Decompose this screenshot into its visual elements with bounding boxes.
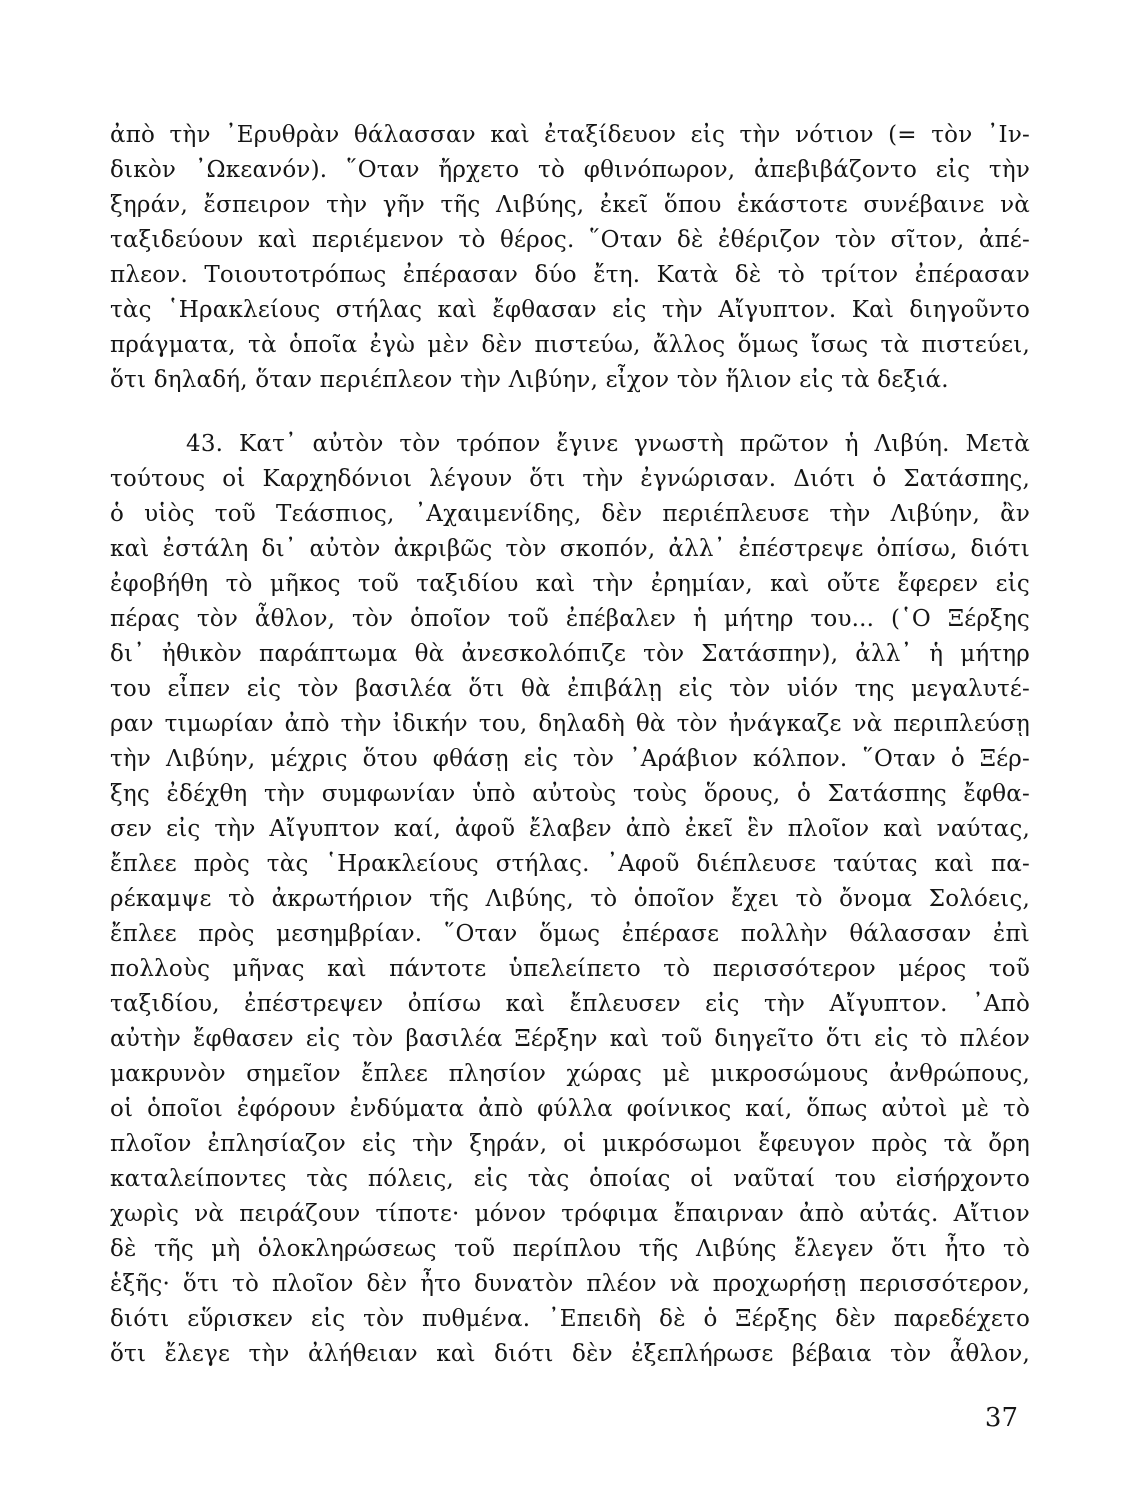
text-line: ὅτι ἔλεγε τὴν ἀλήθειαν καὶ διότι δὲν ἐξεπλήρωσε βέβαια τὸν ἆθλον, [110, 1341, 1030, 1367]
text-line: ὁ υἱὸς τοῦ Τεάσπιος, ᾿Αχαιμενίδης, δὲν περιέπλευσε τὴν Λιβύην, ἂν [110, 501, 1030, 527]
text-line: μακρυνὸν σημεῖον ἔπλεε πλησίον χώρας μὲ μικροσώμους ἀνθρώπους, [110, 1061, 1030, 1087]
text-line: χωρὶς νὰ πειράζουν τίποτε· μόνον τρόφιμα ἔπαιρναν ἀπὸ αὐτάς. Αἴτιον [110, 1201, 1030, 1227]
text-line: ραν τιμωρίαν ἀπὸ τὴν ἰδικήν του, δηλαδὴ θὰ τὸν ἠνάγκαζε νὰ περιπλεύσῃ [110, 711, 1030, 737]
text-line: ταξιδεύουν καὶ περιέμενον τὸ θέρος. ῞Οταν δὲ ἐθέριζον τὸν σῖτον, ἀπέ- [110, 227, 1030, 253]
text-line: του εἶπεν εἰς τὸν βασιλέα ὅτι θὰ ἐπιβάλῃ εἰς τὸν υἱόν της μεγαλυτέ- [110, 676, 1030, 702]
text-line: ξηράν, ἔσπειρον τὴν γῆν τῆς Λιβύης, ἐκεῖ ὅπου ἑκάστοτε συνέβαινε νὰ [110, 192, 1030, 218]
text-line: ταξιδίου, ἐπέστρεψεν ὀπίσω καὶ ἔπλευσεν εἰς τὴν Αἴγυπτον. ᾿Απὸ [110, 991, 1030, 1017]
text-line: ἐφοβήθη τὸ μῆκος τοῦ ταξιδίου καὶ τὴν ἐρημίαν, καὶ οὔτε ἔφερεν εἰς [110, 571, 1030, 597]
text-line: ἀπὸ τὴν ᾿Ερυθρὰν θάλασσαν καὶ ἐταξίδευον εἰς τὴν νότιον (= τὸν ᾿Ιν- [110, 122, 1030, 148]
text-line: τὰς ῾Ηρακλείους στήλας καὶ ἔφθασαν εἰς τὴν Αἴγυπτον. Καὶ διηγοῦντο [110, 297, 1030, 323]
text-line: ξης ἐδέχθη τὴν συμφωνίαν ὑπὸ αὐτοὺς τοὺς ὅρους, ὁ Σατάσπης ἔφθα- [110, 781, 1030, 807]
text-line: ἔπλεε πρὸς τὰς ῾Ηρακλείους στήλας. ᾿Αφοῦ διέπλευσε ταύτας καὶ πα- [110, 851, 1030, 877]
text-line: τούτους οἱ Καρχηδόνιοι λέγουν ὅτι τὴν ἐγνώρισαν. Διότι ὁ Σατάσπης, [110, 466, 1030, 492]
text-line: τὴν Λιβύην, μέχρις ὅτου φθάσῃ εἰς τὸν ᾿Αράβιον κόλπον. ῞Οταν ὁ Ξέρ- [110, 746, 1030, 772]
text-line: δὲ τῆς μὴ ὁλοκληρώσεως τοῦ περίπλου τῆς Λιβύης ἔλεγεν ὅτι ἦτο τὸ [110, 1236, 1030, 1262]
text-line: αὐτὴν ἔφθασεν εἰς τὸν βασιλέα Ξέρξην καὶ τοῦ διηγεῖτο ὅτι εἰς τὸ πλέον [110, 1026, 1030, 1052]
text-line: πέρας τὸν ἆθλον, τὸν ὁποῖον τοῦ ἐπέβαλεν ἡ μήτηρ του... (῾Ο Ξέρξης [110, 606, 1030, 632]
text-line: ἑξῆς· ὅτι τὸ πλοῖον δὲν ἦτο δυνατὸν πλέον νὰ προχωρήσῃ περισσότερον, [110, 1271, 1030, 1297]
text-line: δι᾿ ἠθικὸν παράπτωμα θὰ ἀνεσκολόπιζε τὸν Σατάσπην), ἀλλ᾿ ἡ μήτηρ [110, 641, 1030, 667]
text-line: σεν εἰς τὴν Αἴγυπτον καί, ἀφοῦ ἔλαβεν ἀπὸ ἐκεῖ ἓν πλοῖον καὶ ναύτας, [110, 816, 1030, 842]
text-line: ὅτι δηλαδή, ὅταν περιέπλεον τὴν Λιβύην, εἶχον τὸν ἥλιον εἰς τὰ δεξιά. [110, 367, 949, 393]
section-43-first-line: 43. Κατ᾿ αὐτὸν τὸν τρόπον ἔγινε γνωστὴ πρῶτον ἡ Λιβύη. Μετὰ [186, 431, 1030, 457]
text-line: διότι εὕρισκεν εἰς τὸν πυθμένα. ᾿Επειδὴ δὲ ὁ Ξέρξης δὲν παρεδέχετο [110, 1306, 1030, 1332]
text-line: καταλείποντες τὰς πόλεις, εἰς τὰς ὁποίας οἱ ναῦταί του εἰσήρχοντο [110, 1166, 1030, 1192]
text-line: ἔπλεε πρὸς μεσημβρίαν. ῞Οταν ὅμως ἐπέρασε πολλὴν θάλασσαν ἐπὶ [110, 921, 1030, 947]
text-line: καὶ ἐστάλη δι᾿ αὐτὸν ἀκριβῶς τὸν σκοπόν, ἀλλ᾿ ἐπέστρεψε ὀπίσω, διότι [110, 536, 1030, 562]
text-line: ρέκαμψε τὸ ἀκρωτήριον τῆς Λιβύης, τὸ ὁποῖον ἔχει τὸ ὄνομα Σολόεις, [110, 886, 1030, 912]
text-line: οἱ ὁποῖοι ἐφόρουν ἐνδύματα ἀπὸ φύλλα φοίνικος καί, ὅπως αὐτοὶ μὲ τὸ [110, 1096, 1030, 1122]
text-line: πλοῖον ἐπλησίαζον εἰς τὴν ξηράν, οἱ μικρόσωμοι ἔφευγον πρὸς τὰ ὄρη [110, 1131, 1030, 1157]
text-line: πράγματα, τὰ ὁποῖα ἐγὼ μὲν δὲν πιστεύω, ἄλλος ὅμως ἴσως τὰ πιστεύει, [110, 332, 1030, 358]
text-line: πολλοὺς μῆνας καὶ πάντοτε ὑπελείπετο τὸ περισσότερον μέρος τοῦ [110, 956, 1030, 982]
page-number: 37 [984, 1403, 1018, 1433]
text-line: δικὸν ᾿Ωκεανόν). ῞Οταν ἤρχετο τὸ φθινόπωρον, ἀπεβιβάζοντο εἰς τὴν [110, 157, 1030, 183]
text-line: πλεον. Τοιουτοτρόπως ἐπέρασαν δύο ἔτη. Κατὰ δὲ τὸ τρίτον ἐπέρασαν [110, 262, 1030, 288]
